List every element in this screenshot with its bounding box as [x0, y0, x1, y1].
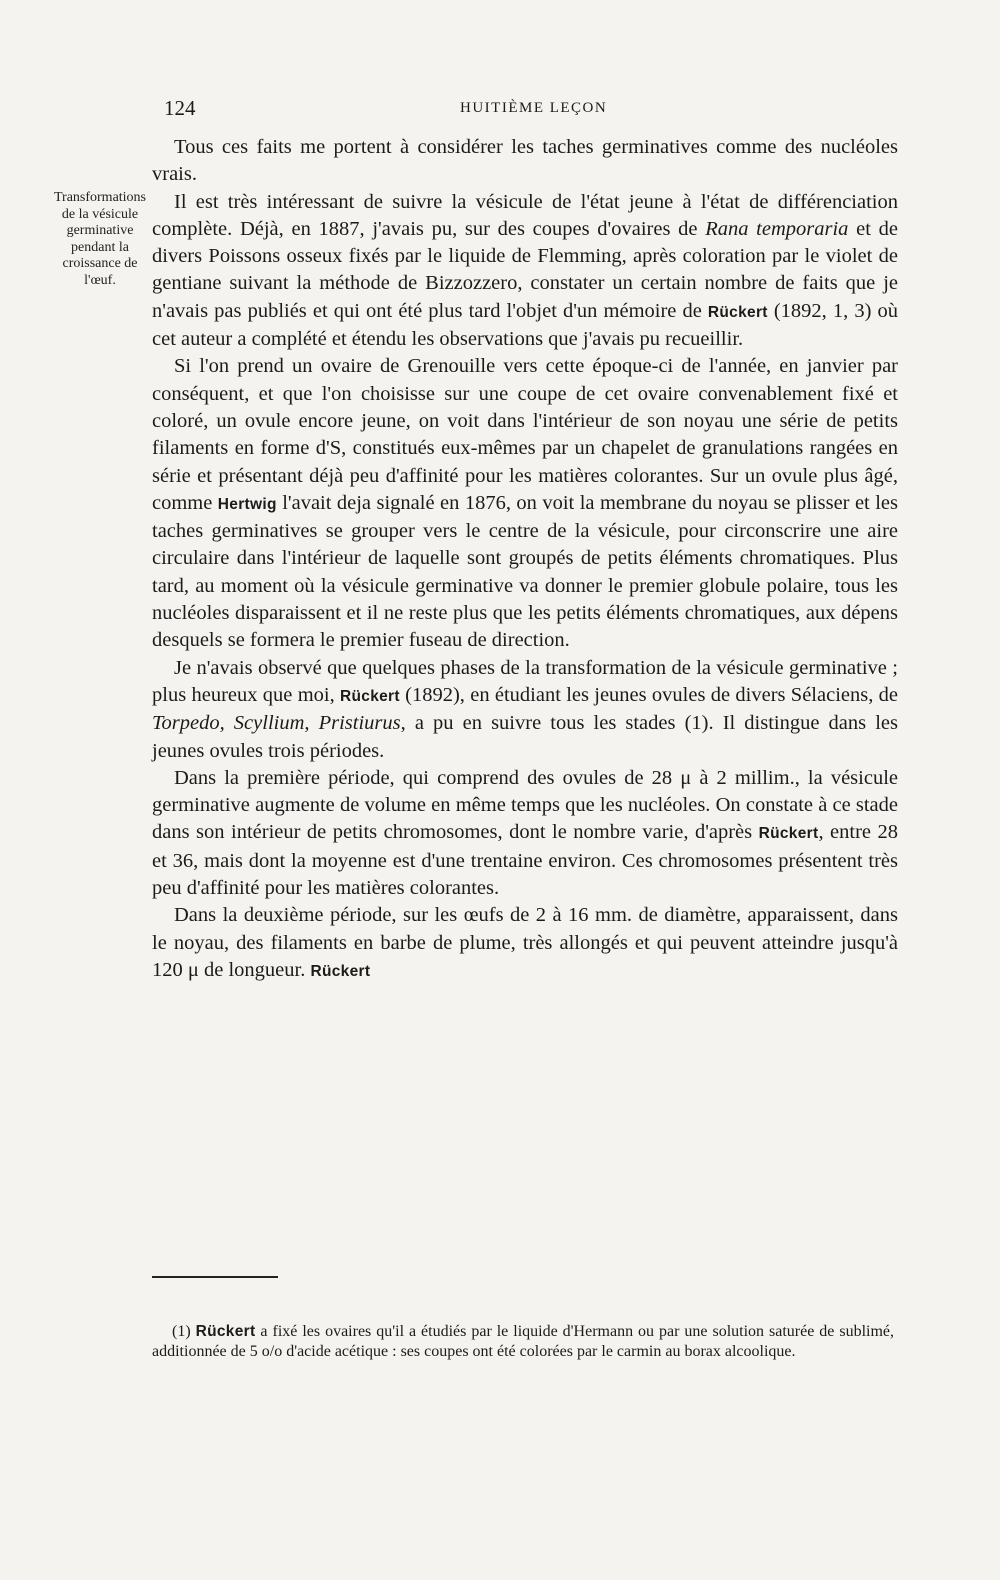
author-name: Rückert [340, 687, 400, 705]
page-header [160, 96, 898, 126]
text-run: , entre 28 et 36, mais dont la moyenne est d'une trentaine environ. Ces chromosomes présentent très peu d'affinité pour les matières colorantes. [152, 821, 898, 900]
text-run: (1) [172, 1323, 196, 1340]
italic-term: Torpedo, Scyllium, Pristiurus [152, 712, 401, 735]
paragraph [152, 134, 898, 189]
text-run: Tous ces faits me portent à considérer les taches germinatives comme des nucléoles vrais. [152, 136, 898, 186]
paragraph [152, 189, 898, 354]
body-text [152, 134, 898, 985]
text-run: Dans la première période, qui comprend des ovules de 28 μ à 2 millim., la vésicule germinative augmente de volume en même temps que les nucléoles. On constate à ce stade dans son intérieur de petits chromosomes, dont le nombre varie, d'après [152, 766, 898, 844]
footnote-text [152, 1322, 894, 1362]
paragraph [152, 655, 898, 765]
text-run: (1892, 1, 3) où cet auteur a complété et étendu les observations que j'avais pu recueillir. [152, 299, 899, 351]
author-name: Rückert [195, 1323, 256, 1340]
italic-term: Rana temporaria [705, 217, 849, 240]
running-title: HUITIÈME LEÇON [460, 100, 608, 116]
text-run: a fixé les ovaires qu'il a étudiés par le liquide d'Hermann ou par une solution saturée de sublimé, additionnée de 5 o/o d'acide acétique : ses coupes ont été colorées par le carmin au borax alcoolique. [152, 1323, 895, 1360]
text-run: l'avait deja signalé en 1876, on voit la membrane du noyau se plisser et les taches germinatives se grouper vers le centre de la vésicule, pour circonscrire une aire circulaire dans l'intérieur de laquelle sont groupés de petits éléments chromatiques. Plus tard, au moment où la vésicule germinative va donner le premier globule polaire, tous les nucléoles disparaissent et il ne reste plus que les petits éléments chromatiques, aux dépens desquels se formera le premier fuseau de direction. [152, 491, 898, 652]
paragraph [152, 353, 898, 654]
paragraph [152, 902, 898, 985]
page-number: 124 [164, 96, 196, 120]
text-run: Il est très intéressant de suivre la vésicule de l'état jeune à l'état de différenciation complète. Déjà, en 1887, j'avais pu, sur des coupes d'ovaires de [152, 190, 898, 240]
text-run: et de divers Poissons osseux fixés par le liquide de Flemming, après coloration par le violet de gentiane suivant la méthode de Bizzozzero, constater un certain nombre de faits que je n'avais pas publiés et qui ont été plus tard l'objet d'un mémoire de [152, 217, 898, 322]
footnote [152, 1322, 894, 1362]
author-name: Rückert [310, 962, 371, 980]
author-name: Rückert [707, 303, 768, 321]
text-run: (1892), en étudiant les jeunes ovules de divers Sélaciens, de [399, 683, 898, 706]
paragraph [152, 765, 898, 902]
margin-note: Transformations de la vésicule germinative pendant la croissance de l'œuf. [53, 190, 147, 288]
text-run: Si l'on prend un ovaire de Grenouille vers cette époque-ci de l'année, en janvier par conséquent, et que l'on choisisse sur une coupe de cet ovaire convenablement fixé et coloré, un ovule encore jeune, on voit dans l'intérieur de son noyau une série de petits filaments en forme d'S, constitués eux-mêmes par un chapelet de granulations rangées en série et présentant déjà peu d'affinité pour les matières colorantes. Sur un ovule plus âgé, comme [152, 355, 898, 514]
text-run: , a pu en suivre tous les stades (1). Il distingue dans les jeunes ovules trois périodes. [152, 712, 898, 762]
text-run: Dans la deuxième période, sur les œufs de 2 à 16 mm. de diamètre, apparaissent, dans le noyau, des filaments en barbe de plume, très allongés et qui peuvent atteindre jusqu'à 120 μ de longueur. [152, 904, 898, 981]
author-name: Rückert [758, 825, 819, 843]
footnote-rule [152, 1276, 278, 1278]
author-name: Hertwig [217, 495, 277, 513]
text-run: Je n'avais observé que quelques phases de la transformation de la vésicule germinative ; plus heureux que moi, [152, 656, 898, 706]
